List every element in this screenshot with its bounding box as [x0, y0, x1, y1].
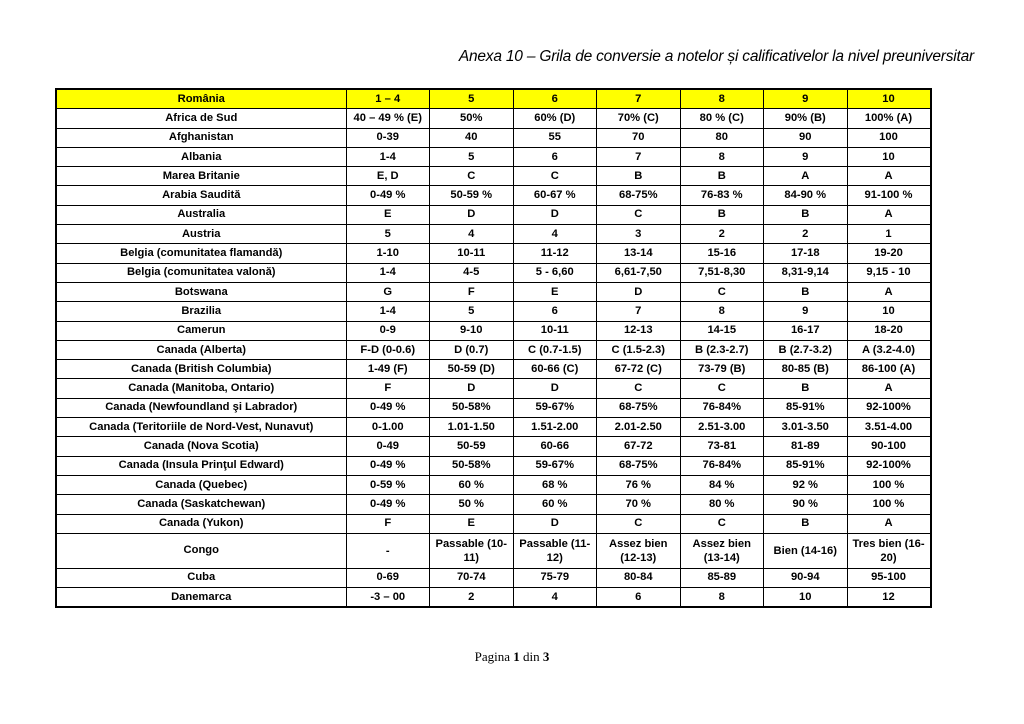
grade-cell: 12: [847, 588, 931, 608]
table-row: [56, 225, 931, 244]
grade-cell: 70-74: [430, 568, 514, 587]
table-row: [56, 302, 931, 321]
grade-cell: 84 %: [680, 475, 764, 494]
grade-cell: 100% (A): [847, 109, 931, 128]
grade-cell: B (2.7-3.2): [764, 340, 848, 359]
grade-cell: B (2.3-2.7): [680, 340, 764, 359]
grade-cell: 60-66 (C): [513, 360, 597, 379]
grade-cell: 90-100: [847, 437, 931, 456]
grade-cell: 15-16: [680, 244, 764, 263]
country-cell: Belgia (comunitatea valonă): [56, 263, 346, 282]
grade-cell: B: [764, 282, 848, 301]
grade-cell: C: [680, 379, 764, 398]
grade-cell: 5: [346, 225, 430, 244]
grade-cell: 100 %: [847, 475, 931, 494]
grade-cell: Bien (14-16): [764, 533, 848, 568]
grade-cell: 50%: [430, 109, 514, 128]
grade-cell: 68 %: [513, 475, 597, 494]
grade-cell: 2: [430, 588, 514, 608]
grade-cell: 68-75%: [597, 186, 681, 205]
grade-cell: 0-1.00: [346, 418, 430, 437]
table-row: [56, 244, 931, 263]
country-cell: Camerun: [56, 321, 346, 340]
header-grade: 6: [513, 89, 597, 109]
grade-cell: 0-49 %: [346, 398, 430, 417]
grade-cell: 19-20: [847, 244, 931, 263]
grade-cell: 0-49 %: [346, 456, 430, 475]
table-row: [56, 475, 931, 494]
table-row: [56, 340, 931, 359]
grade-cell: 90 %: [764, 495, 848, 514]
grade-cell: 76 %: [597, 475, 681, 494]
grade-cell: 85-91%: [764, 398, 848, 417]
grade-cell: 10-11: [430, 244, 514, 263]
country-cell: Canada (Yukon): [56, 514, 346, 533]
grade-conversion-table: [55, 88, 932, 608]
grade-cell: 10: [764, 588, 848, 608]
country-cell: Canada (Manitoba, Ontario): [56, 379, 346, 398]
grade-cell: 14-15: [680, 321, 764, 340]
total-pages-number: 3: [542, 649, 550, 664]
grade-cell: 2.51-3.00: [680, 418, 764, 437]
grade-cell: A: [847, 167, 931, 186]
grade-cell: 68-75%: [597, 398, 681, 417]
grade-cell: 6: [513, 147, 597, 166]
grade-cell: 90% (B): [764, 109, 848, 128]
grade-cell: 10: [847, 302, 931, 321]
grade-cell: 76-84%: [680, 456, 764, 475]
grade-cell: 7,51-8,30: [680, 263, 764, 282]
table-row: [56, 568, 931, 587]
grade-cell: F-D (0-0.6): [346, 340, 430, 359]
grade-cell: 10-11: [513, 321, 597, 340]
grade-cell: 80: [680, 128, 764, 147]
grade-cell: 8: [680, 302, 764, 321]
grade-cell: D: [430, 205, 514, 224]
grade-cell: Passable (10-11): [430, 533, 514, 568]
grade-cell: 100: [847, 128, 931, 147]
country-cell: Canada (Alberta): [56, 340, 346, 359]
country-cell: Canada (British Columbia): [56, 360, 346, 379]
table-body: [56, 109, 931, 608]
header-grade: 8: [680, 89, 764, 109]
grade-cell: B: [680, 167, 764, 186]
grade-cell: 75-79: [513, 568, 597, 587]
grade-cell: 85-89: [680, 568, 764, 587]
grade-cell: 2: [680, 225, 764, 244]
grade-cell: 2: [764, 225, 848, 244]
grade-cell: 59-67%: [513, 398, 597, 417]
grade-cell: 0-39: [346, 128, 430, 147]
grade-cell: 1: [847, 225, 931, 244]
country-cell: Danemarca: [56, 588, 346, 608]
grade-cell: 90-94: [764, 568, 848, 587]
country-cell: Botswana: [56, 282, 346, 301]
grade-cell: 92-100%: [847, 398, 931, 417]
grade-cell: D: [597, 282, 681, 301]
grade-cell: 7: [597, 147, 681, 166]
grade-cell: 76-83 %: [680, 186, 764, 205]
grade-cell: A (3.2-4.0): [847, 340, 931, 359]
grade-cell: F: [346, 514, 430, 533]
grade-cell: 80 % (C): [680, 109, 764, 128]
grade-cell: 11-12: [513, 244, 597, 263]
page-label: Pagina: [474, 649, 514, 664]
grade-cell: 67-72 (C): [597, 360, 681, 379]
grade-cell: C: [597, 379, 681, 398]
document-title: Anexa 10 – Grila de conversie a notelor și calificativelor la nivel preuniversitar: [458, 48, 974, 65]
grade-cell: -: [346, 533, 430, 568]
grade-cell: 8: [680, 147, 764, 166]
grade-cell: 9-10: [430, 321, 514, 340]
table-row: [56, 437, 931, 456]
grade-cell: 68-75%: [597, 456, 681, 475]
grade-cell: 73-79 (B): [680, 360, 764, 379]
header-grade: 5: [430, 89, 514, 109]
grade-cell: F: [430, 282, 514, 301]
grade-cell: 9: [764, 147, 848, 166]
grade-cell: 16-17: [764, 321, 848, 340]
grade-cell: Passable (11-12): [513, 533, 597, 568]
grade-cell: 60% (D): [513, 109, 597, 128]
grade-cell: 5: [430, 302, 514, 321]
grade-cell: 4: [430, 225, 514, 244]
grade-cell: 67-72: [597, 437, 681, 456]
grade-cell: 100 %: [847, 495, 931, 514]
country-cell: Canada (Teritoriile de Nord-Vest, Nunavut): [56, 418, 346, 437]
grade-cell: A: [847, 514, 931, 533]
grade-cell: 0-69: [346, 568, 430, 587]
grade-cell: B: [764, 379, 848, 398]
grade-cell: 0-49 %: [346, 495, 430, 514]
header-grade: 10: [847, 89, 931, 109]
grade-cell: 8: [680, 588, 764, 608]
grade-cell: F: [346, 379, 430, 398]
page-separator: din: [519, 649, 543, 664]
grade-cell: 80 %: [680, 495, 764, 514]
country-cell: Canada (Insula Prinţul Edward): [56, 456, 346, 475]
grade-cell: 60-67 %: [513, 186, 597, 205]
grade-cell: 60 %: [430, 475, 514, 494]
grade-cell: 80-85 (B): [764, 360, 848, 379]
grade-cell: 80-84: [597, 568, 681, 587]
grade-cell: 50-59: [430, 437, 514, 456]
grade-cell: 40: [430, 128, 514, 147]
country-cell: Canada (Newfoundland şi Labrador): [56, 398, 346, 417]
grade-cell: 1-10: [346, 244, 430, 263]
grade-cell: G: [346, 282, 430, 301]
table-row: [56, 321, 931, 340]
grade-cell: 70: [597, 128, 681, 147]
table-row: [56, 456, 931, 475]
grade-cell: A: [847, 379, 931, 398]
grade-cell: E: [346, 205, 430, 224]
header-grade: 7: [597, 89, 681, 109]
country-cell: Cuba: [56, 568, 346, 587]
grade-cell: 70% (C): [597, 109, 681, 128]
grade-cell: C: [513, 167, 597, 186]
grade-cell: 1-4: [346, 147, 430, 166]
grade-cell: 95-100: [847, 568, 931, 587]
grade-cell: Tres bien (16-20): [847, 533, 931, 568]
country-cell: Canada (Quebec): [56, 475, 346, 494]
table-row: [56, 205, 931, 224]
grade-cell: 2.01-2.50: [597, 418, 681, 437]
grade-cell: 59-67%: [513, 456, 597, 475]
grade-cell: C: [680, 514, 764, 533]
table-row: [56, 398, 931, 417]
table-row: [56, 495, 931, 514]
grade-cell: C (1.5-2.3): [597, 340, 681, 359]
table-row: [56, 418, 931, 437]
table-row: [56, 360, 931, 379]
grade-cell: 50 %: [430, 495, 514, 514]
country-cell: Brazilia: [56, 302, 346, 321]
grade-cell: 50-58%: [430, 456, 514, 475]
table-row: [56, 186, 931, 205]
grade-cell: 90: [764, 128, 848, 147]
country-cell: Africa de Sud: [56, 109, 346, 128]
grade-cell: 0-59 %: [346, 475, 430, 494]
country-cell: Australia: [56, 205, 346, 224]
grade-cell: E, D: [346, 167, 430, 186]
grade-cell: 50-59 (D): [430, 360, 514, 379]
grade-cell: A: [764, 167, 848, 186]
grade-cell: D: [513, 514, 597, 533]
table-row: [56, 514, 931, 533]
grade-cell: 55: [513, 128, 597, 147]
grade-cell: 0-49: [346, 437, 430, 456]
grade-cell: E: [513, 282, 597, 301]
grade-cell: 70 %: [597, 495, 681, 514]
grade-cell: 1.01-1.50: [430, 418, 514, 437]
grade-cell: D: [513, 205, 597, 224]
country-cell: Albania: [56, 147, 346, 166]
grade-cell: 0-9: [346, 321, 430, 340]
grade-cell: 6: [597, 588, 681, 608]
grade-cell: 84-90 %: [764, 186, 848, 205]
grade-cell: 50-59 %: [430, 186, 514, 205]
grade-cell: D: [513, 379, 597, 398]
grade-cell: D: [430, 379, 514, 398]
grade-cell: C: [597, 205, 681, 224]
grade-cell: 81-89: [764, 437, 848, 456]
grade-cell: 76-84%: [680, 398, 764, 417]
grade-cell: 60 %: [513, 495, 597, 514]
grade-cell: 13-14: [597, 244, 681, 263]
grade-cell: B: [597, 167, 681, 186]
grade-cell: 4: [513, 225, 597, 244]
table-row: [56, 147, 931, 166]
country-cell: Belgia (comunitatea flamandă): [56, 244, 346, 263]
grade-cell: 6,61-7,50: [597, 263, 681, 282]
country-cell: Marea Britanie: [56, 167, 346, 186]
grade-cell: 1-4: [346, 263, 430, 282]
grade-cell: 92 %: [764, 475, 848, 494]
current-page-number: 1: [513, 649, 520, 664]
grade-cell: 5 - 6,60: [513, 263, 597, 282]
grade-cell: 60-66: [513, 437, 597, 456]
grade-cell: 85-91%: [764, 456, 848, 475]
grade-cell: 1-49 (F): [346, 360, 430, 379]
grade-cell: 12-13: [597, 321, 681, 340]
grade-cell: C: [597, 514, 681, 533]
header-country: România: [56, 89, 346, 109]
grade-cell: 40 – 49 % (E): [346, 109, 430, 128]
table-header-row: [56, 89, 931, 109]
grade-cell: C (0.7-1.5): [513, 340, 597, 359]
grade-cell: 91-100 %: [847, 186, 931, 205]
grade-cell: 8,31-9,14: [764, 263, 848, 282]
page-footer: [0, 649, 1024, 665]
country-cell: Austria: [56, 225, 346, 244]
grade-cell: 4-5: [430, 263, 514, 282]
grade-cell: 3.01-3.50: [764, 418, 848, 437]
grade-cell: 18-20: [847, 321, 931, 340]
grade-cell: A: [847, 282, 931, 301]
country-cell: Arabia Saudită: [56, 186, 346, 205]
grade-cell: 6: [513, 302, 597, 321]
grade-cell: D (0.7): [430, 340, 514, 359]
grade-cell: 9: [764, 302, 848, 321]
grade-cell: 17-18: [764, 244, 848, 263]
table-row: [56, 379, 931, 398]
table-row: [56, 533, 931, 568]
table-row: [56, 167, 931, 186]
grade-cell: 4: [513, 588, 597, 608]
country-cell: Canada (Nova Scotia): [56, 437, 346, 456]
grade-cell: C: [680, 282, 764, 301]
grade-cell: A: [847, 205, 931, 224]
grade-cell: 7: [597, 302, 681, 321]
grade-cell: B: [680, 205, 764, 224]
grade-cell: 3.51-4.00: [847, 418, 931, 437]
table-row: [56, 128, 931, 147]
table-row: [56, 263, 931, 282]
grade-cell: Assez bien (12-13): [597, 533, 681, 568]
grade-cell: 5: [430, 147, 514, 166]
grade-cell: C: [430, 167, 514, 186]
grade-cell: 3: [597, 225, 681, 244]
grade-cell: B: [764, 514, 848, 533]
grade-cell: 10: [847, 147, 931, 166]
grade-cell: E: [430, 514, 514, 533]
grade-cell: 0-49 %: [346, 186, 430, 205]
table-row: [56, 109, 931, 128]
grade-cell: 86-100 (A): [847, 360, 931, 379]
grade-cell: 9,15 - 10: [847, 263, 931, 282]
grade-cell: 92-100%: [847, 456, 931, 475]
country-cell: Afghanistan: [56, 128, 346, 147]
country-cell: Congo: [56, 533, 346, 568]
grade-cell: Assez bien (13-14): [680, 533, 764, 568]
grade-cell: 50-58%: [430, 398, 514, 417]
header-grade: 1 – 4: [346, 89, 430, 109]
grade-cell: 73-81: [680, 437, 764, 456]
grade-cell: B: [764, 205, 848, 224]
header-grade: 9: [764, 89, 848, 109]
grade-cell: -3 – 00: [346, 588, 430, 608]
table-row: [56, 588, 931, 608]
table-row: [56, 282, 931, 301]
grade-cell: 1.51-2.00: [513, 418, 597, 437]
country-cell: Canada (Saskatchewan): [56, 495, 346, 514]
grade-cell: 1-4: [346, 302, 430, 321]
